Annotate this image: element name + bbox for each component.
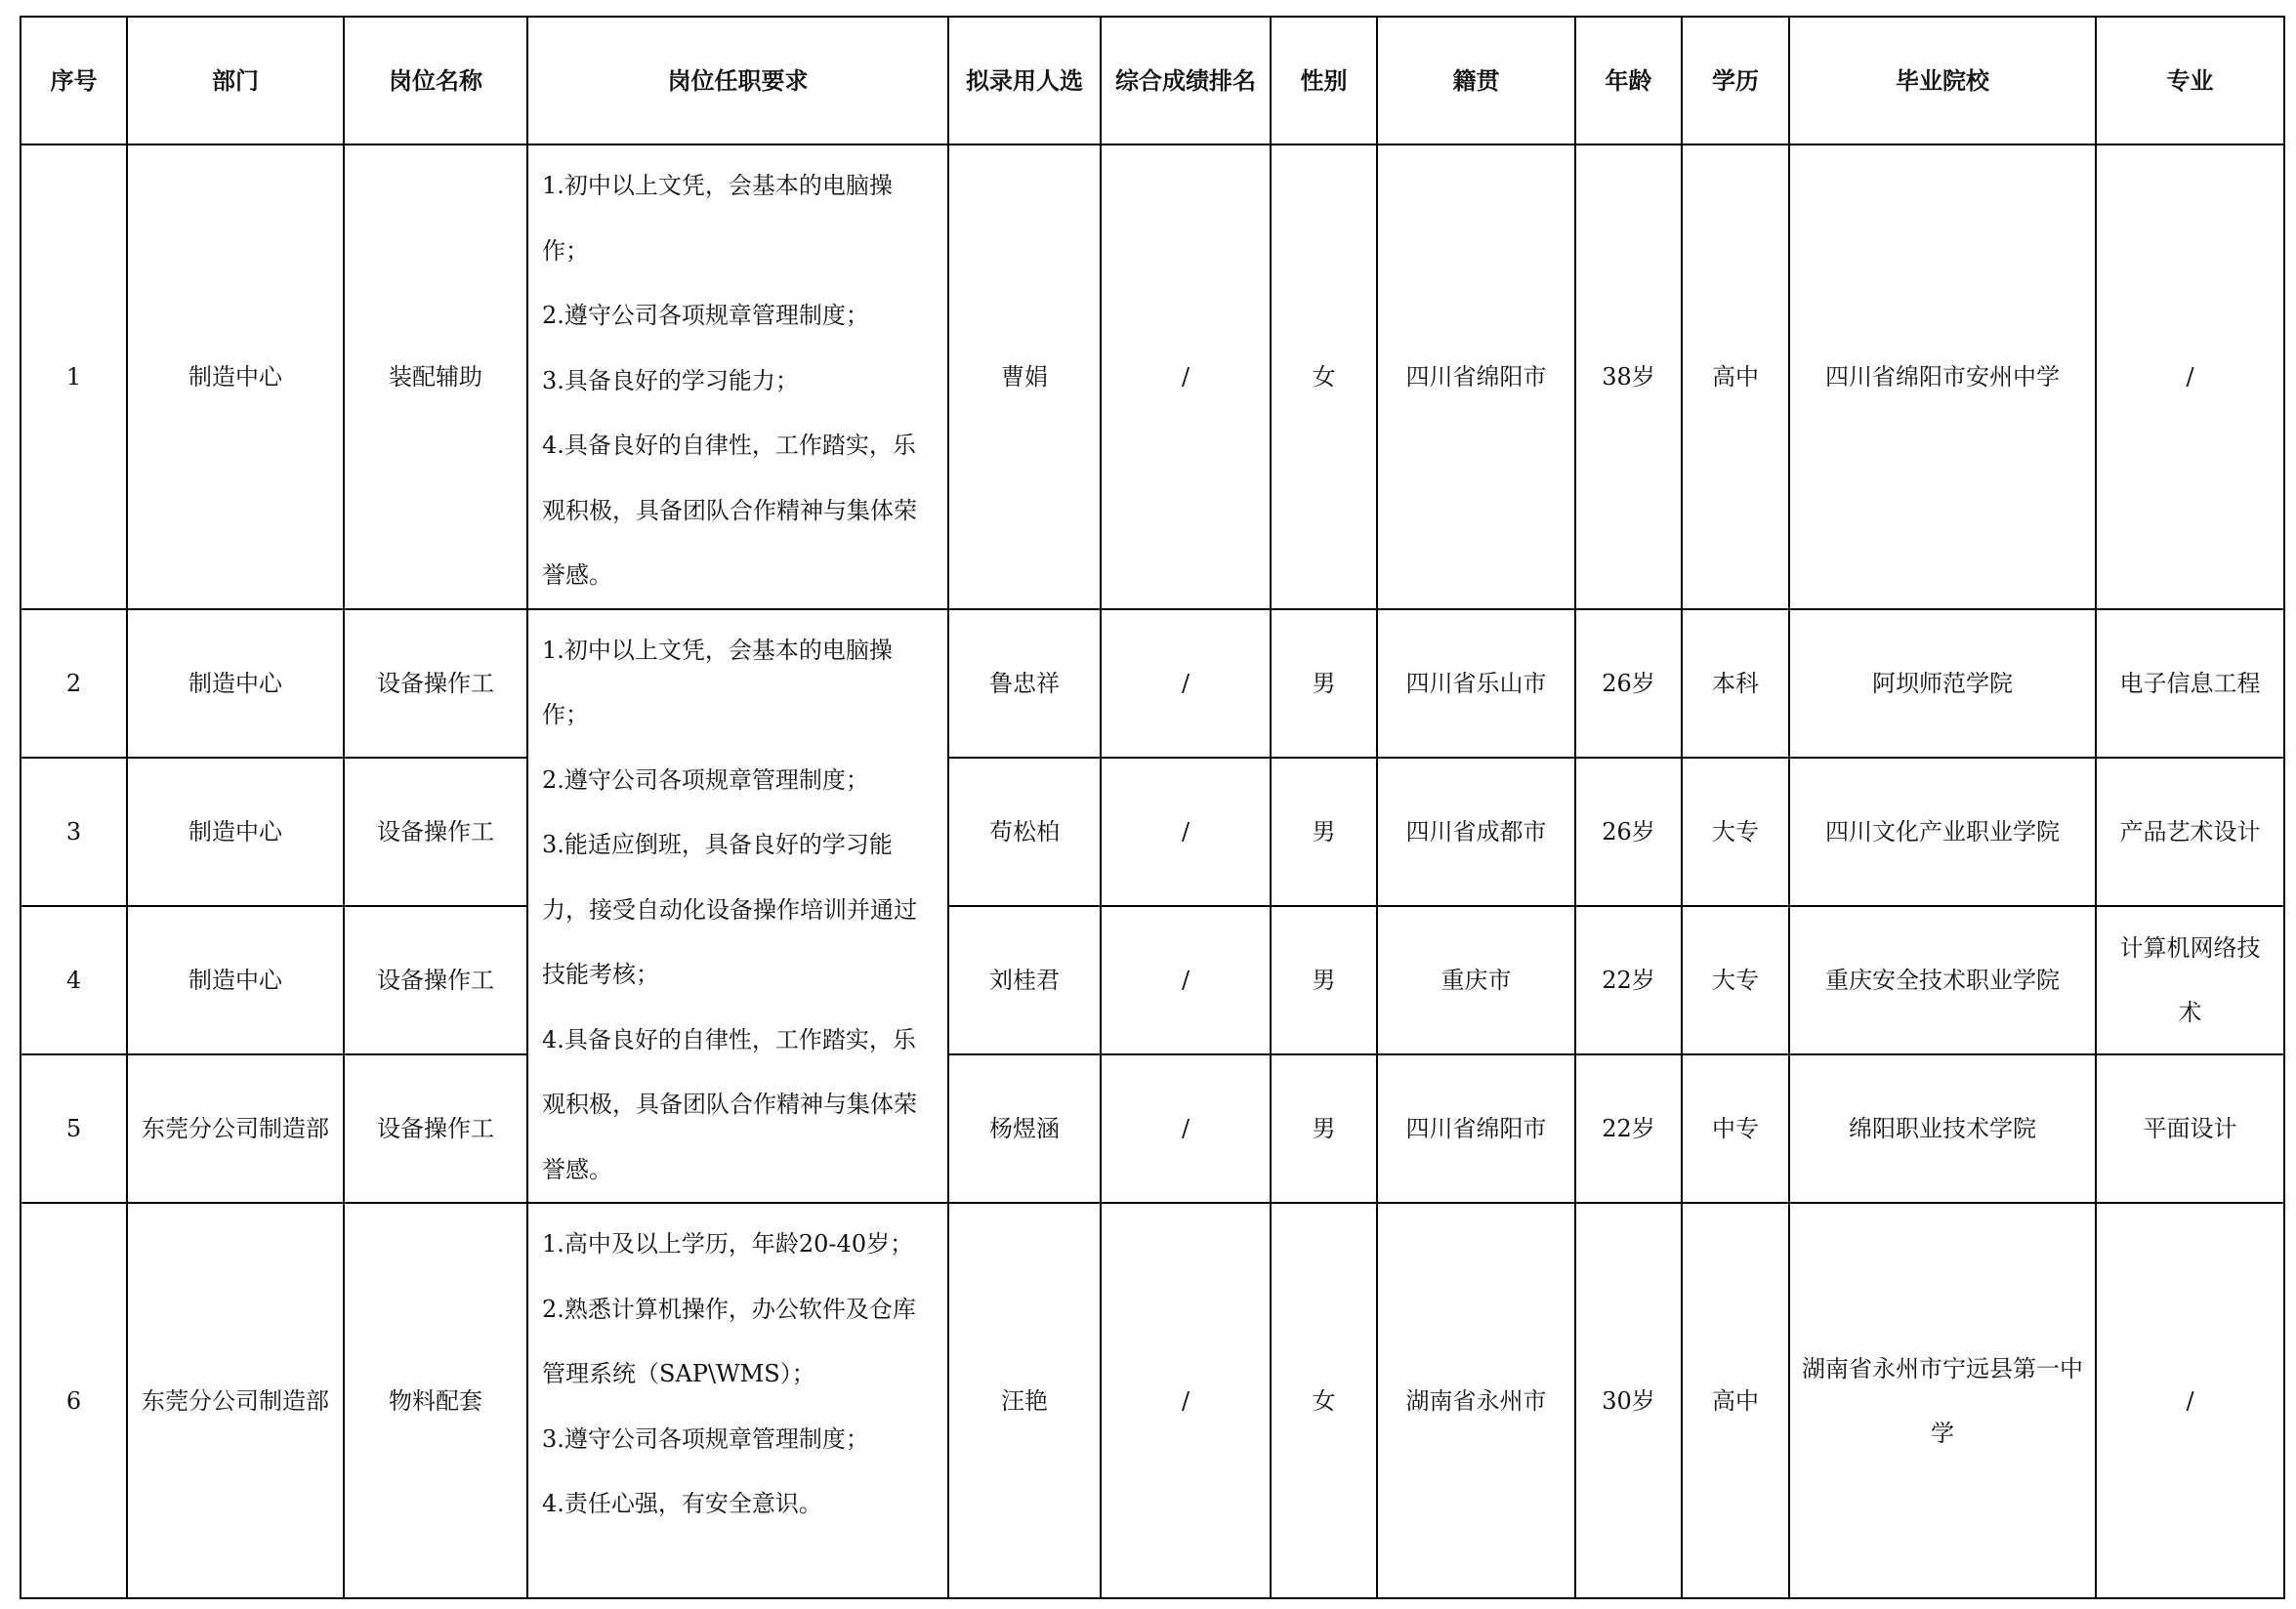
gender-cell: 男	[1271, 1054, 1377, 1203]
candidate-name: 曹娟	[948, 144, 1101, 609]
post-cell: 设备操作工	[344, 609, 527, 758]
requirement-line: 2.遵守公司各项规章管理制度；	[542, 765, 869, 794]
table-row	[21, 1054, 2284, 1203]
gender-cell: 男	[1271, 609, 1377, 758]
requirement-line: 4.具备良好的自律性，工作踏实，乐观积极，具备团队合作精神与集体荣誉感。	[542, 1025, 917, 1183]
major-cell: 电子信息工程	[2096, 609, 2284, 758]
origin-cell: 湖南省永州市	[1377, 1203, 1575, 1598]
education-cell: 本科	[1682, 609, 1789, 758]
rank-cell: /	[1101, 609, 1271, 758]
requirement-line: 2.遵守公司各项规章管理制度；	[542, 302, 869, 329]
table-row	[21, 144, 2284, 609]
requirement-line: 3.能适应倒班，具备良好的学习能力，接受自动化设备操作培训并通过技能考核；	[542, 831, 917, 988]
table-row	[21, 609, 2284, 758]
header-cell: 部门	[127, 17, 344, 144]
school-cell: 绵阳职业技术学院	[1789, 1054, 2096, 1203]
requirement-line: 4.责任心强，有安全意识。	[542, 1490, 822, 1517]
requirements-cell	[527, 144, 948, 609]
row-number: 6	[21, 1203, 127, 1598]
row-number: 5	[21, 1054, 127, 1203]
major-cell: 产品艺术设计	[2096, 758, 2284, 906]
school-cell: 湖南省永州市宁远县第一中学	[1789, 1203, 2096, 1598]
origin-cell: 四川省绵阳市	[1377, 1054, 1575, 1203]
requirements-cell	[527, 609, 948, 1204]
post-cell: 设备操作工	[344, 906, 527, 1054]
post-cell: 装配辅助	[344, 144, 527, 609]
major-cell: 计算机网络技术	[2096, 906, 2284, 1054]
department-cell: 东莞分公司制造部	[127, 1054, 344, 1203]
header-cell: 序号	[21, 17, 127, 144]
department-cell: 制造中心	[127, 609, 344, 758]
age-cell: 22岁	[1575, 906, 1682, 1054]
major-cell: 平面设计	[2096, 1054, 2284, 1203]
table-row	[21, 758, 2284, 906]
rank-cell: /	[1101, 906, 1271, 1054]
row-number: 3	[21, 758, 127, 906]
age-cell: 26岁	[1575, 758, 1682, 906]
origin-cell: 重庆市	[1377, 906, 1575, 1054]
header-cell: 籍贯	[1377, 17, 1575, 144]
table-row	[21, 1203, 2284, 1598]
header-cell: 学历	[1682, 17, 1789, 144]
gender-cell: 男	[1271, 758, 1377, 906]
requirement-line: 1.高中及以上学历，年龄20-40岁；	[542, 1230, 914, 1258]
gender-cell: 女	[1271, 1203, 1377, 1598]
rank-cell: /	[1101, 144, 1271, 609]
header-cell: 毕业院校	[1789, 17, 2096, 144]
row-number: 1	[21, 144, 127, 609]
school-cell: 四川省绵阳市安州中学	[1789, 144, 2096, 609]
education-cell: 高中	[1682, 1203, 1789, 1598]
requirement-line: 2.熟悉计算机操作，办公软件及仓库管理系统（SAP\WMS）；	[542, 1295, 916, 1387]
department-cell: 东莞分公司制造部	[127, 1203, 344, 1598]
header-row	[21, 17, 2284, 144]
requirement-line: 1.初中以上文凭，会基本的电脑操作；	[542, 172, 893, 265]
age-cell: 38岁	[1575, 144, 1682, 609]
header-cell: 拟录用人选	[948, 17, 1101, 144]
requirements-cell	[527, 1203, 948, 1598]
requirement-line: 3.具备良好的学习能力；	[542, 366, 799, 394]
header-cell: 专业	[2096, 17, 2284, 144]
major-cell: /	[2096, 144, 2284, 609]
gender-cell: 女	[1271, 144, 1377, 609]
education-cell: 中专	[1682, 1054, 1789, 1203]
candidate-name: 鲁忠祥	[948, 609, 1101, 758]
candidate-name: 刘桂君	[948, 906, 1101, 1054]
post-cell: 设备操作工	[344, 1054, 527, 1203]
origin-cell: 四川省绵阳市	[1377, 144, 1575, 609]
header-cell: 年龄	[1575, 17, 1682, 144]
header-cell: 性别	[1271, 17, 1377, 144]
post-cell: 设备操作工	[344, 758, 527, 906]
age-cell: 26岁	[1575, 609, 1682, 758]
header-cell: 岗位名称	[344, 17, 527, 144]
school-cell: 重庆安全技术职业学院	[1789, 906, 2096, 1054]
education-cell: 大专	[1682, 906, 1789, 1054]
rank-cell: /	[1101, 758, 1271, 906]
rank-cell: /	[1101, 1203, 1271, 1598]
education-cell: 大专	[1682, 758, 1789, 906]
department-cell: 制造中心	[127, 906, 344, 1054]
age-cell: 22岁	[1575, 1054, 1682, 1203]
gender-cell: 男	[1271, 906, 1377, 1054]
row-number: 2	[21, 609, 127, 758]
rank-cell: /	[1101, 1054, 1271, 1203]
header-cell: 综合成绩排名	[1101, 17, 1271, 144]
hiring-results-table	[20, 16, 2285, 1599]
candidate-name: 杨煜涵	[948, 1054, 1101, 1203]
table-row	[21, 906, 2284, 1054]
row-number: 4	[21, 906, 127, 1054]
candidate-name: 汪艳	[948, 1203, 1101, 1598]
requirement-line: 4.具备良好的自律性，工作踏实，乐观积极，具备团队合作精神与集体荣誉感。	[542, 432, 917, 589]
education-cell: 高中	[1682, 144, 1789, 609]
header-cell: 岗位任职要求	[527, 17, 948, 144]
post-cell: 物料配套	[344, 1203, 527, 1598]
origin-cell: 四川省成都市	[1377, 758, 1575, 906]
age-cell: 30岁	[1575, 1203, 1682, 1598]
requirement-line: 1.初中以上文凭，会基本的电脑操作；	[542, 636, 893, 728]
origin-cell: 四川省乐山市	[1377, 609, 1575, 758]
school-cell: 四川文化产业职业学院	[1789, 758, 2096, 906]
department-cell: 制造中心	[127, 144, 344, 609]
school-cell: 阿坝师范学院	[1789, 609, 2096, 758]
major-cell: /	[2096, 1203, 2284, 1598]
requirement-line: 3.遵守公司各项规章管理制度；	[542, 1424, 869, 1453]
department-cell: 制造中心	[127, 758, 344, 906]
candidate-name: 苟松柏	[948, 758, 1101, 906]
results-sheet	[20, 16, 2285, 1599]
